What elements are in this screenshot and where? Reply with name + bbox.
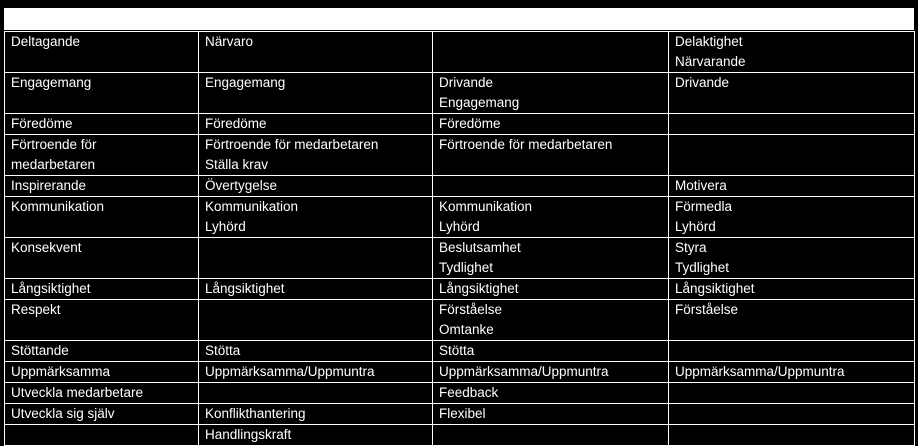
cell-text: Konflikthantering bbox=[205, 406, 306, 421]
cell-text: Deltagande bbox=[11, 34, 81, 49]
table-body bbox=[5, 32, 915, 446]
table-cell bbox=[199, 238, 433, 279]
cell-text: Konsekvent bbox=[11, 240, 82, 255]
cell-text: Respekt bbox=[11, 302, 61, 317]
table-row bbox=[5, 383, 915, 404]
leadership-table bbox=[4, 31, 915, 446]
table-cell bbox=[669, 114, 915, 135]
table-cell bbox=[5, 176, 199, 197]
cell-text: Tydlighet bbox=[675, 260, 730, 275]
cell-text: Lyhörd bbox=[205, 219, 246, 234]
table-cell bbox=[669, 135, 915, 176]
cell-text: Stötta bbox=[205, 343, 241, 358]
table-row bbox=[5, 176, 915, 197]
cell-text: Närvarande bbox=[675, 54, 746, 69]
cell-text: Engagemang bbox=[11, 75, 92, 90]
cell-text: Förtroende för medarbetaren bbox=[439, 137, 613, 152]
cell-text: Utveckla medarbetare bbox=[11, 385, 144, 400]
cell-text: Engagemang bbox=[439, 95, 520, 110]
table-cell bbox=[669, 383, 915, 404]
cell-text: Omtanke bbox=[439, 322, 494, 337]
cell-text: Uppmärksamma/Uppmuntra bbox=[439, 364, 609, 379]
table-cell bbox=[433, 362, 669, 383]
table-cell bbox=[5, 238, 199, 279]
table-cell bbox=[5, 362, 199, 383]
cell-text: Föredöme bbox=[205, 116, 267, 131]
table-cell bbox=[5, 135, 199, 176]
cell-text: Beslutsamhet bbox=[439, 240, 521, 255]
cell-text: Förmedla bbox=[675, 199, 733, 214]
table-row bbox=[5, 114, 915, 135]
cell-text: Motivera bbox=[675, 178, 727, 193]
table-cell bbox=[199, 300, 433, 341]
table-row bbox=[5, 279, 915, 300]
cell-text: Drivande bbox=[439, 75, 494, 90]
table-cell bbox=[433, 383, 669, 404]
table-cell bbox=[5, 32, 199, 73]
table-cell bbox=[669, 176, 915, 197]
table-cell bbox=[199, 32, 433, 73]
table-cell bbox=[5, 341, 199, 362]
table-cell bbox=[433, 73, 669, 114]
table-cell bbox=[199, 176, 433, 197]
table-cell bbox=[199, 362, 433, 383]
table-row bbox=[5, 238, 915, 279]
table-cell bbox=[199, 341, 433, 362]
cell-text: Drivande bbox=[675, 75, 730, 90]
table-cell bbox=[5, 383, 199, 404]
table-cell bbox=[433, 279, 669, 300]
cell-text: Förståelse bbox=[439, 302, 503, 317]
table-cell bbox=[669, 300, 915, 341]
table-row bbox=[5, 32, 915, 73]
cell-text: Kommunikation bbox=[205, 199, 299, 214]
cell-text: Uppmärksamma/Uppmuntra bbox=[675, 364, 845, 379]
cell-text: Inspirerande bbox=[11, 178, 87, 193]
table-row bbox=[5, 404, 915, 425]
cell-text: Långsiktighet bbox=[11, 281, 91, 296]
table-cell bbox=[433, 425, 669, 446]
cell-text: Övertygelse bbox=[205, 178, 278, 193]
cell-text: Lyhörd bbox=[675, 219, 716, 234]
table-cell bbox=[5, 425, 199, 446]
cell-text: Styra bbox=[675, 240, 707, 255]
table-cell bbox=[433, 238, 669, 279]
cell-text: Förtroende för medarbetaren bbox=[205, 137, 379, 152]
table-cell bbox=[199, 383, 433, 404]
cell-text: Långsiktighet bbox=[439, 281, 519, 296]
table-cell bbox=[669, 425, 915, 446]
table-row bbox=[5, 73, 915, 114]
table-cell bbox=[433, 197, 669, 238]
table-row bbox=[5, 362, 915, 383]
table-cell bbox=[433, 135, 669, 176]
table-cell bbox=[669, 238, 915, 279]
cell-text: Flexibel bbox=[439, 406, 486, 421]
cell-text: Kommunikation bbox=[11, 199, 105, 214]
cell-text: Närvaro bbox=[205, 34, 254, 49]
table-cell bbox=[199, 279, 433, 300]
table-cell bbox=[199, 197, 433, 238]
cell-text: Uppmärksamma/Uppmuntra bbox=[205, 364, 375, 379]
cell-text: Långsiktighet bbox=[675, 281, 755, 296]
table-cell bbox=[199, 114, 433, 135]
cell-text: Stötta bbox=[439, 343, 475, 358]
table-cell bbox=[199, 135, 433, 176]
table-cell bbox=[669, 32, 915, 73]
table-cell bbox=[5, 279, 199, 300]
cell-text: Långsiktighet bbox=[205, 281, 285, 296]
table-cell bbox=[669, 73, 915, 114]
table-cell bbox=[5, 73, 199, 114]
cell-text: Feedback bbox=[439, 385, 499, 400]
table-cell bbox=[669, 362, 915, 383]
cell-text: Förståelse bbox=[675, 302, 739, 317]
table-row bbox=[5, 425, 915, 446]
table-row bbox=[5, 135, 915, 176]
table-cell bbox=[433, 404, 669, 425]
table-cell bbox=[433, 300, 669, 341]
cell-text: Förtroende för bbox=[11, 137, 97, 152]
table-cell bbox=[199, 73, 433, 114]
table-cell bbox=[5, 197, 199, 238]
table-cell bbox=[669, 404, 915, 425]
cell-text: Handlingskraft bbox=[205, 427, 292, 442]
table-cell bbox=[669, 341, 915, 362]
table-cell bbox=[5, 114, 199, 135]
cell-text: Kommunikation bbox=[439, 199, 533, 214]
table-cell bbox=[669, 279, 915, 300]
table-cell bbox=[5, 300, 199, 341]
table-row bbox=[5, 300, 915, 341]
cell-text: medarbetaren bbox=[11, 157, 96, 172]
table-cell bbox=[669, 197, 915, 238]
table-cell bbox=[433, 341, 669, 362]
cell-text: Tydlighet bbox=[439, 260, 494, 275]
table-cell bbox=[433, 114, 669, 135]
cell-text: Föredöme bbox=[11, 116, 73, 131]
cell-text: Engagemang bbox=[205, 75, 286, 90]
title-bar bbox=[4, 8, 914, 30]
table-cell bbox=[433, 32, 669, 73]
cell-text: Utveckla sig själv bbox=[11, 406, 115, 421]
table-cell bbox=[199, 404, 433, 425]
table-cell bbox=[5, 404, 199, 425]
cell-text: Ställa krav bbox=[205, 157, 269, 172]
cell-text: Föredöme bbox=[439, 116, 501, 131]
table-cell bbox=[433, 176, 669, 197]
table-row bbox=[5, 197, 915, 238]
cell-text: Delaktighet bbox=[675, 34, 743, 49]
cell-text: Stöttande bbox=[11, 343, 69, 358]
table-cell bbox=[199, 425, 433, 446]
cell-text: Uppmärksamma bbox=[11, 364, 111, 379]
table-row bbox=[5, 341, 915, 362]
cell-text: Lyhörd bbox=[439, 219, 480, 234]
